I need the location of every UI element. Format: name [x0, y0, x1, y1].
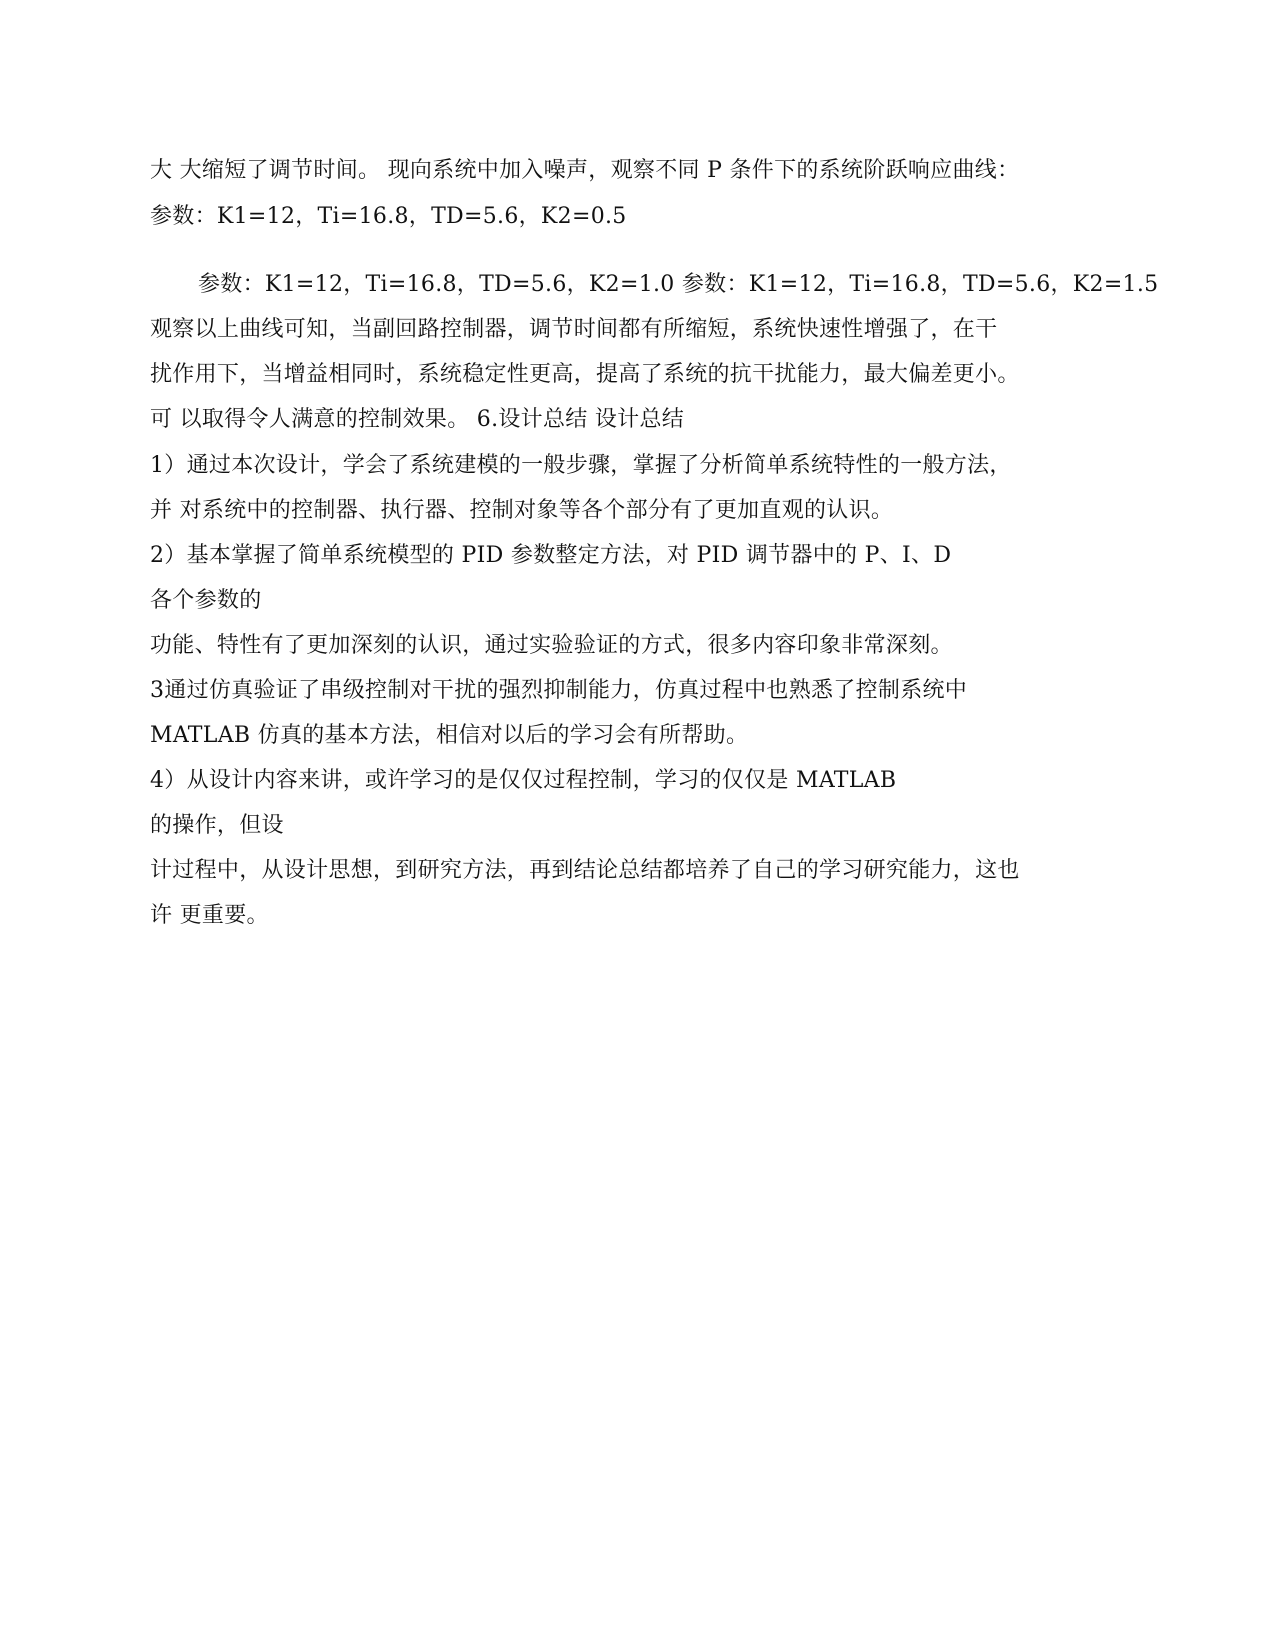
- text-line: 的操作，但设: [150, 813, 284, 838]
- text-line: 功能、特性有了更加深刻的认识，通过实验验证的方式，很多内容印象非常深刻。: [150, 633, 953, 658]
- text-line: 4）从设计内容来讲，或许学习的是仅仅过程控制，学习的仅仅是 MATLAB: [150, 768, 897, 793]
- text-line: 大 大缩短了调节时间。 现向系统中加入噪声，观察不同 P 条件下的系统阶跃响应曲线：: [150, 158, 1020, 183]
- text-line: MATLAB 仿真的基本方法，相信对以后的学习会有所帮助。: [150, 723, 749, 748]
- text-line: 参数：K1=12，Ti=16.8，TD=5.6，K2=0.5: [150, 204, 627, 229]
- text-line: 许 更重要。: [150, 903, 269, 928]
- text-line: 观察以上曲线可知，当副回路控制器，调节时间都有所缩短，系统快速性增强了，在干: [150, 317, 998, 342]
- text-line: 1）通过本次设计，学会了系统建模的一般步骤，掌握了分析简单系统特性的一般方法，: [150, 453, 1012, 478]
- text-line: 扰作用下，当增益相同时，系统稳定性更高，提高了系统的抗干扰能力，最大偏差更小。: [150, 362, 1020, 387]
- text-line: 2）基本掌握了简单系统模型的 PID 参数整定方法，对 PID 调节器中的 P、I、D: [150, 543, 952, 568]
- text-line: 3通过仿真验证了串级控制对干扰的强烈抑制能力，仿真过程中也熟悉了控制系统中: [150, 678, 968, 703]
- text-line: 计过程中，从设计思想，到研究方法，再到结论总结都培养了自己的学习研究能力，这也: [150, 858, 1020, 883]
- text-line: 各个参数的: [150, 588, 262, 613]
- text-line: 参数：K1=12，Ti=16.8，TD=5.6，K2=1.0 参数：K1=12，Ti=16.8，TD=5.6，K2=1.5: [198, 272, 1159, 297]
- text-line: 并 对系统中的控制器、执行器、控制对象等各个部分有了更加直观的认识。: [150, 498, 894, 523]
- text-line: 可 以取得令人满意的控制效果。 6.设计总结 设计总结: [150, 407, 685, 432]
